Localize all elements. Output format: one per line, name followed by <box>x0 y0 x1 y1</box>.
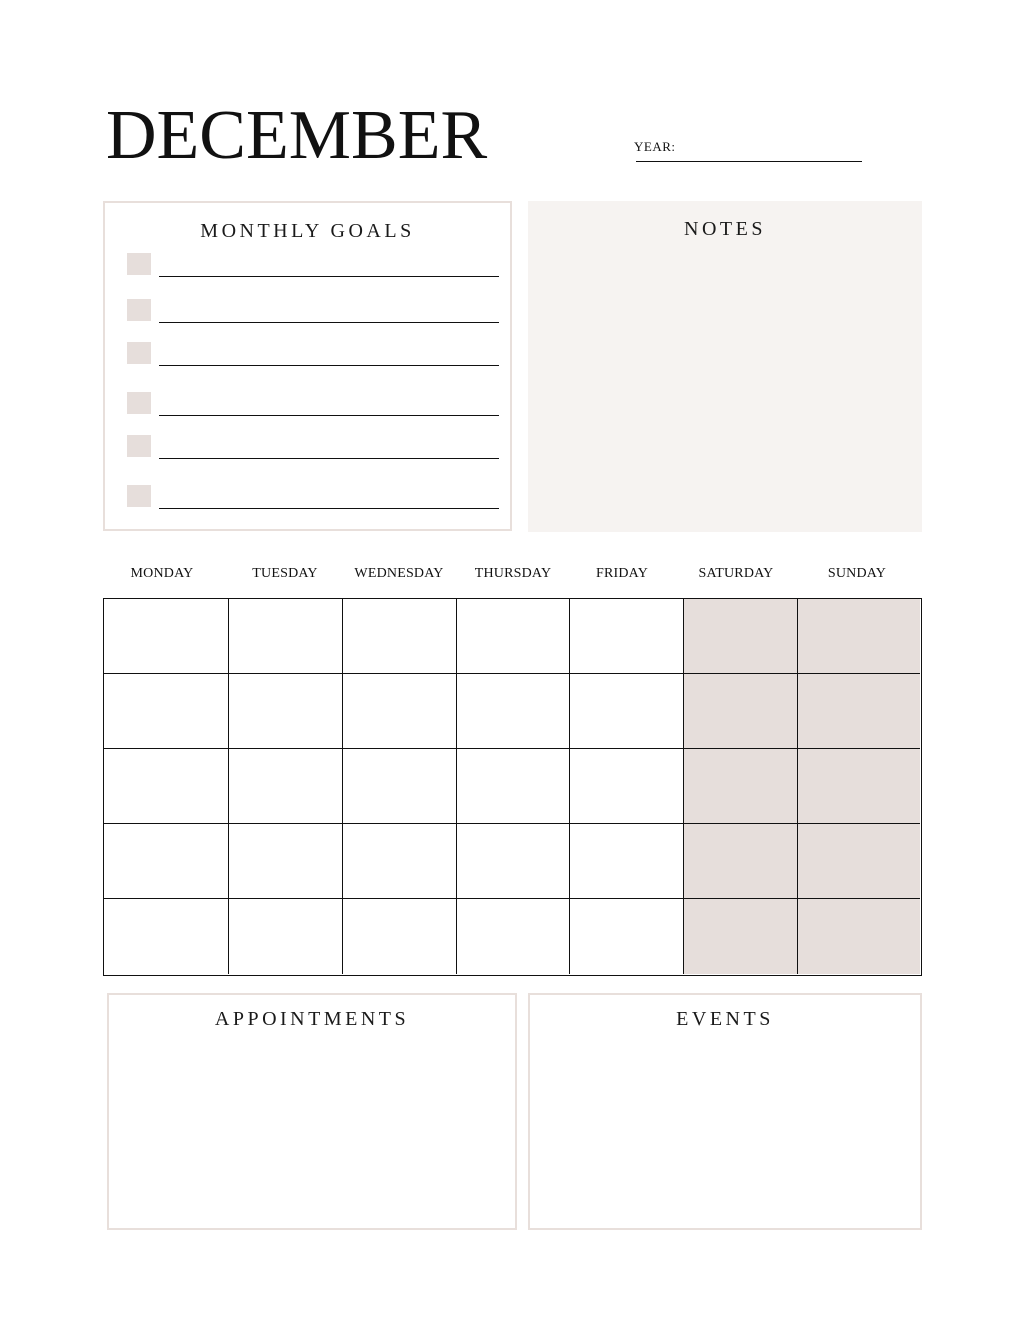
calendar-day-cell[interactable] <box>798 899 920 974</box>
calendar-day-cell[interactable] <box>684 674 798 749</box>
monthly-goals-box <box>103 201 512 531</box>
calendar-day-cell[interactable] <box>570 899 684 974</box>
goal-checkbox[interactable] <box>127 342 151 364</box>
goal-line[interactable] <box>159 415 499 416</box>
calendar-day-cell[interactable] <box>798 749 920 824</box>
calendar-day-cell[interactable] <box>104 749 229 824</box>
goal-checkbox[interactable] <box>127 485 151 507</box>
calendar-day-cell[interactable] <box>570 674 684 749</box>
goal-line[interactable] <box>159 276 499 277</box>
calendar-day-cell[interactable] <box>457 749 570 824</box>
calendar-day-cell[interactable] <box>343 899 457 974</box>
calendar-day-cell[interactable] <box>570 824 684 899</box>
calendar-day-cell[interactable] <box>104 599 229 674</box>
calendar-day-cell[interactable] <box>343 674 457 749</box>
year-label: YEAR: <box>634 139 676 154</box>
events-title: EVENTS <box>676 1008 774 1030</box>
notes-title: NOTES <box>684 218 766 240</box>
weekday-friday: FRIDAY <box>595 566 649 581</box>
events-box[interactable] <box>528 993 922 1230</box>
weekday-thursday: THURSDAY <box>474 566 552 581</box>
month-title: DECEMBER <box>106 97 488 174</box>
calendar-day-cell[interactable] <box>343 824 457 899</box>
calendar-day-cell[interactable] <box>798 599 920 674</box>
calendar-day-cell[interactable] <box>343 599 457 674</box>
calendar-day-cell[interactable] <box>229 599 343 674</box>
goal-checkbox[interactable] <box>127 253 151 275</box>
goal-item <box>127 435 502 459</box>
appointments-title: APPOINTMENTS <box>214 1008 410 1030</box>
calendar-day-cell[interactable] <box>457 824 570 899</box>
year-field-line[interactable] <box>636 161 862 162</box>
calendar-day-cell[interactable] <box>343 749 457 824</box>
calendar-day-cell[interactable] <box>684 899 798 974</box>
goal-item <box>127 342 502 366</box>
monthly-goals-title: MONTHLY GOALS <box>200 220 415 242</box>
calendar-day-cell[interactable] <box>570 599 684 674</box>
calendar-day-cell[interactable] <box>104 824 229 899</box>
goal-item <box>127 392 502 416</box>
calendar-day-cell[interactable] <box>684 824 798 899</box>
weekday-header-row <box>103 566 922 586</box>
calendar-day-cell[interactable] <box>457 674 570 749</box>
calendar-day-cell[interactable] <box>684 749 798 824</box>
calendar-day-cell[interactable] <box>457 899 570 974</box>
calendar-day-cell[interactable] <box>798 824 920 899</box>
calendar-day-cell[interactable] <box>457 599 570 674</box>
notes-box[interactable] <box>528 201 922 532</box>
calendar-day-cell[interactable] <box>104 674 229 749</box>
calendar-grid <box>103 598 922 976</box>
calendar-day-cell[interactable] <box>104 899 229 974</box>
weekday-wednesday: WEDNESDAY <box>354 566 444 581</box>
appointments-box[interactable] <box>107 993 517 1230</box>
calendar-day-cell[interactable] <box>229 674 343 749</box>
calendar-day-cell[interactable] <box>229 899 343 974</box>
calendar-day-cell[interactable] <box>570 749 684 824</box>
calendar-day-cell[interactable] <box>684 599 798 674</box>
goal-checkbox[interactable] <box>127 435 151 457</box>
goal-line[interactable] <box>159 322 499 323</box>
goal-checkbox[interactable] <box>127 392 151 414</box>
weekday-tuesday: TUESDAY <box>252 566 318 581</box>
weekday-saturday: SATURDAY <box>698 566 774 581</box>
calendar-day-cell[interactable] <box>798 674 920 749</box>
goal-line[interactable] <box>159 365 499 366</box>
goal-line[interactable] <box>159 458 499 459</box>
calendar-day-cell[interactable] <box>229 749 343 824</box>
goal-item <box>127 253 502 277</box>
goal-line[interactable] <box>159 508 499 509</box>
calendar-day-cell[interactable] <box>229 824 343 899</box>
weekday-sunday: SUNDAY <box>827 566 887 581</box>
goal-item <box>127 299 502 323</box>
weekday-monday: MONDAY <box>130 566 194 581</box>
goal-item <box>127 485 502 509</box>
goal-checkbox[interactable] <box>127 299 151 321</box>
